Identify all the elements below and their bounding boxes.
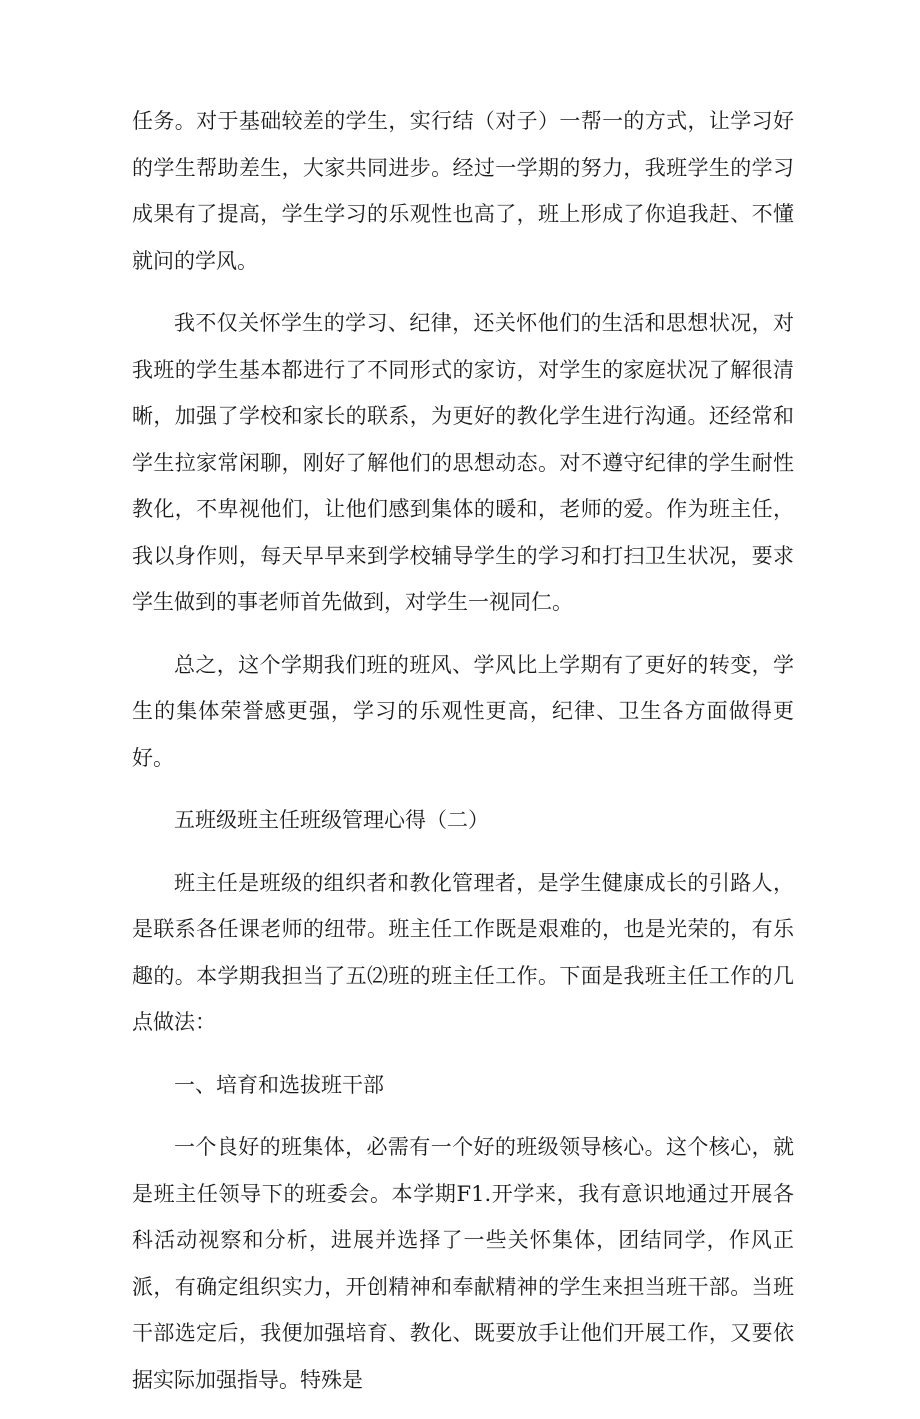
section-heading-1: 一、培育和选拔班干部 [174,1072,384,1097]
document-page [132,98,794,1419]
paragraph-4: 班主任是班级的组织者和教化管理者，是学生健康成长的引路人，是联系各任课老师的纽带。班主任工作既是艰难的，也是光荣的，有乐趣的。本学期我担当了五⑵班的班主任工作。下面是我班主任工作的几点做法： [132,870,794,1034]
paragraph-1: 任务。对于基础较差的学生，实行结（对子）一帮一的方式，让学习好的学生帮助差生，大家共同进步。经过一学期的努力，我班学生的学习成果有了提高，学生学习的乐观性也高了，班上形成了你追我赶、不懂就问的学风。 [132,109,794,273]
paragraph-2: 我不仅关怀学生的学习、纪律，还关怀他们的生活和思想状况，对我班的学生基本都进行了不同形式的家访，对学生的家庭状况了解很清晰，加强了学校和家长的联系，为更好的教化学生进行沟通。还经常和学生拉家常闲聊，刚好了解他们的思想动态。对不遵守纪律的学生耐性教化，不卑视他们，让他们感到集体的暖和，老师的爱。作为班主任，我以身作则，每天早早来到学校辅导学生的学习和打扫卫生状况，要求学生做到的事老师首先做到，对学生一视同仁。 [132,311,794,614]
paragraph-5: 一个良好的班集体，必需有一个好的班级领导核心。这个核心，就是班主任领导下的班委会。本学期F1.开学来，我有意识地通过开展各科活动视察和分析，进展并选择了一些关怀集体，团结同学，作风正派，有确定组织实力，开创精神和奉献精神的学生来担当班干部。当班干部选定后，我便加强培育、教化、既要放手让他们开展工作，又要依据实际加强指导。特殊是 [132,1135,794,1392]
section-title: 五班级班主任班级管理心得（二） [174,808,489,832]
paragraph-3: 总之，这个学期我们班的班风、学风比上学期有了更好的转变，学生的集体荣誉感更强，学习的乐观性更高，纪律、卫生各方面做得更好。 [132,652,794,770]
